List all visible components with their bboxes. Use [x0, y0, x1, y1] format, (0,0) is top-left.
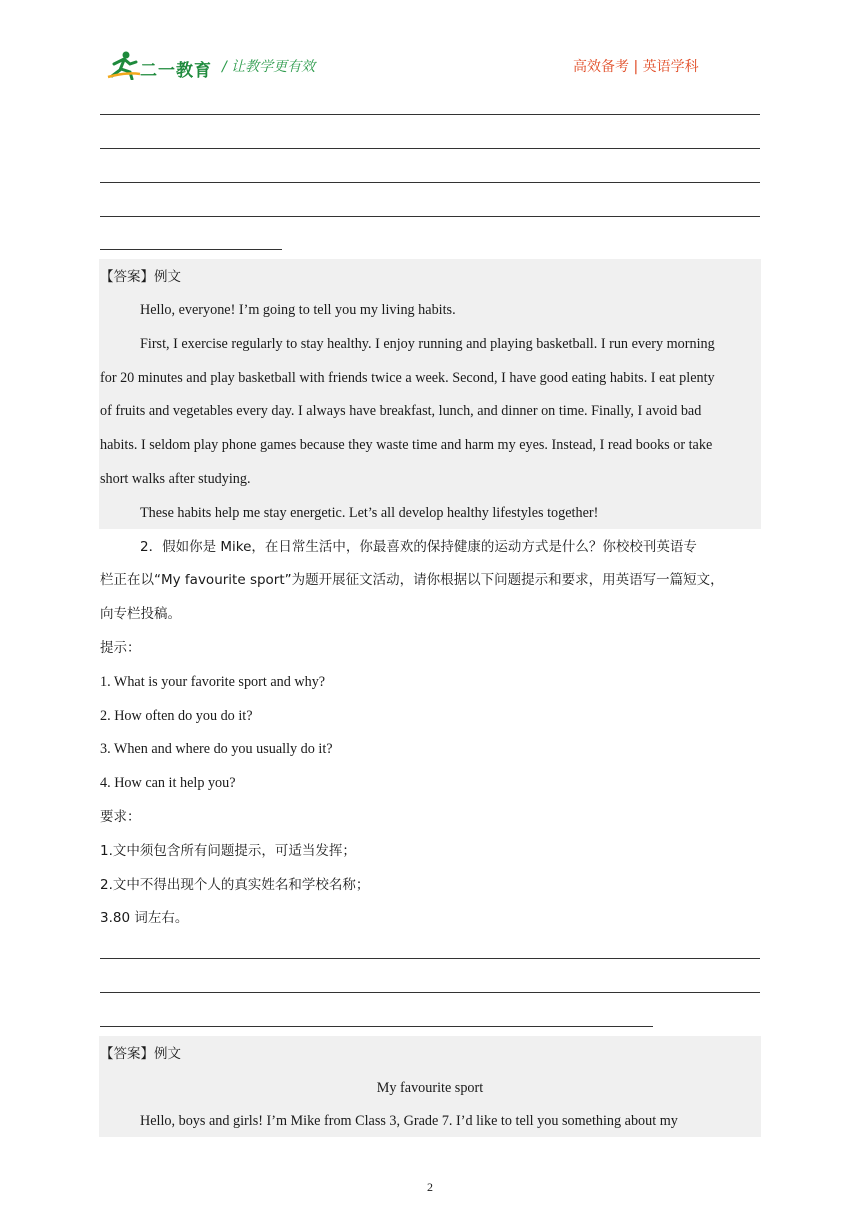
writing-line [100, 216, 760, 217]
essay-title: My favourite sport [376, 1080, 484, 1096]
page-number: 2 [427, 1180, 433, 1194]
question-line: 向专栏投稿。 [100, 606, 181, 622]
page-header [0, 0, 860, 90]
answer-line: of fruits and vegetables every day. I always have breakfast, lunch, and dinner on time. Finally, I avoid bad [100, 403, 702, 419]
requirement-item: 2.文中不得出现个人的真实姓名和学校名称； [100, 877, 370, 893]
question-line: 栏正在以“My favourite sport”为题开展征文活动，请你根据以下问题提示和要求，用英语写一篇短文， [100, 572, 724, 588]
answer-line: for 20 minutes and play basketball with friends twice a week. Second, I have good eating habits. I eat plenty [100, 370, 715, 386]
header-subject: 高效备考 | 英语学科 [573, 59, 699, 75]
writing-line [100, 958, 760, 959]
hint-item: 3. When and where do you usually do it? [100, 741, 333, 757]
answer-label: 【答案】例文 [100, 269, 181, 285]
writing-line [100, 992, 760, 993]
writing-line [100, 114, 760, 115]
logo-text: 二一教育 [140, 61, 212, 81]
answer-line: Hello, boys and girls! I’m Mike from Class 3, Grade 7. I’d like to tell you something about my [140, 1113, 678, 1129]
writing-line [100, 182, 760, 183]
requirement-item: 1.文中须包含所有问题提示，可适当发挥； [100, 843, 356, 859]
answer-line: First, I exercise regularly to stay healthy. I enjoy running and playing basketball. I run every morning [140, 336, 715, 352]
requirement-item: 3.80 词左右。 [100, 910, 189, 926]
requirement-label: 要求： [100, 809, 141, 825]
hint-label: 提示： [100, 640, 141, 656]
hint-item: 2. How often do you do it? [100, 708, 253, 724]
writing-line [100, 1026, 653, 1027]
answer-line: short walks after studying. [100, 471, 251, 487]
answer-line: These habits help me stay energetic. Let’s all develop healthy lifestyles together! [140, 505, 599, 521]
answer-label: 【答案】例文 [100, 1046, 181, 1062]
answer-line: Hello, everyone! I’m going to tell you my living habits. [140, 302, 456, 318]
answer-line: habits. I seldom play phone games because they waste time and harm my eyes. Instead, I read books or take [100, 437, 713, 453]
hint-item: 4. How can it help you? [100, 775, 236, 791]
writing-line [100, 249, 282, 250]
writing-line [100, 148, 760, 149]
header-slogan: / 让教学更有效 [222, 59, 316, 75]
hint-item: 1. What is your favorite sport and why? [100, 674, 326, 690]
question-line: 2．假如你是 Mike，在日常生活中，你最喜欢的保持健康的运动方式是什么？你校校刊英语专 [140, 539, 697, 555]
